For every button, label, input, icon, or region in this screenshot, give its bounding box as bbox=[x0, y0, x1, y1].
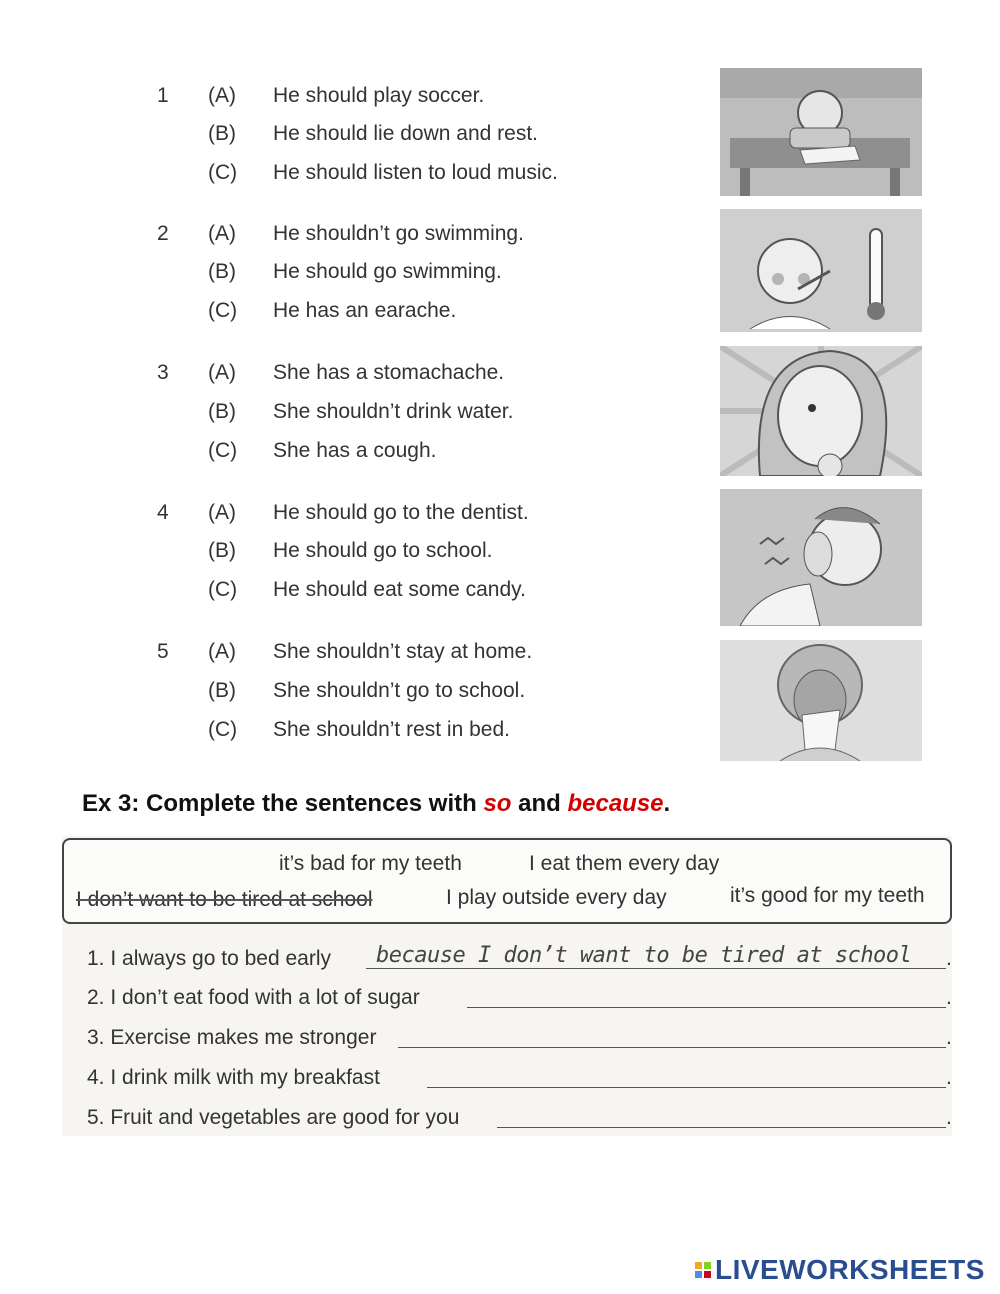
illustration-headache-boy bbox=[720, 68, 922, 196]
sentence-text: I always go to bed early bbox=[110, 947, 331, 970]
option-letter: (B) bbox=[208, 260, 236, 283]
illustration-fever-boy bbox=[720, 209, 922, 332]
option-text: He should lie down and rest. bbox=[273, 122, 538, 145]
liveworksheets-logo bbox=[695, 1255, 985, 1285]
option-text: He should go swimming. bbox=[273, 260, 502, 283]
sentence-3 bbox=[87, 1026, 376, 1050]
option-letter: (A) bbox=[208, 222, 236, 245]
question-number: 5 bbox=[157, 640, 169, 663]
word-bank-item: I play outside every day bbox=[446, 886, 667, 909]
option-text: He shouldn’t go swimming. bbox=[273, 222, 524, 245]
question-number: 4 bbox=[157, 501, 169, 524]
title-prefix: Ex 3: Complete the sentences with bbox=[82, 790, 484, 817]
sentence-number: 3. bbox=[87, 1026, 105, 1049]
illustration-sneezing-girl bbox=[720, 640, 922, 761]
option-letter: (A) bbox=[208, 640, 236, 663]
answer-1[interactable]: because I don’t want to be tired at school bbox=[376, 943, 912, 968]
title-end: . bbox=[663, 790, 671, 817]
question-number: 2 bbox=[157, 222, 169, 245]
option-letter: (A) bbox=[208, 501, 236, 524]
sentence-4 bbox=[87, 1066, 380, 1090]
sentence-1 bbox=[87, 947, 331, 971]
answer-line-3[interactable] bbox=[398, 1047, 946, 1048]
logo-text: LIVEWORKSHEETS bbox=[715, 1254, 985, 1285]
option-letter: (C) bbox=[208, 718, 238, 741]
option-text: He should listen to loud music. bbox=[273, 161, 558, 184]
option-letter: (C) bbox=[208, 299, 238, 322]
option-text: He should go to the dentist. bbox=[273, 501, 529, 524]
answer-line-1[interactable] bbox=[366, 968, 946, 969]
period: . bbox=[946, 1066, 952, 1089]
option-text: She shouldn’t drink water. bbox=[273, 400, 514, 423]
option-letter: (A) bbox=[208, 84, 236, 107]
sentence-text: Fruit and vegetables are good for you bbox=[110, 1106, 460, 1129]
option-letter: (C) bbox=[208, 578, 238, 601]
sentence-text: I don’t eat food with a lot of sugar bbox=[110, 986, 420, 1009]
answer-line-2[interactable] bbox=[467, 1007, 946, 1008]
answer-line-4[interactable] bbox=[427, 1087, 946, 1088]
question-number: 3 bbox=[157, 361, 169, 384]
sentence-2 bbox=[87, 986, 420, 1010]
option-letter: (B) bbox=[208, 679, 236, 702]
sentence-number: 5. bbox=[87, 1106, 105, 1129]
sentence-number: 4. bbox=[87, 1066, 105, 1089]
option-text: He should go to school. bbox=[273, 539, 493, 562]
sentence-text: I drink milk with my breakfast bbox=[110, 1066, 380, 1089]
option-letter: (B) bbox=[208, 539, 236, 562]
question-number: 1 bbox=[157, 84, 169, 107]
logo-grid-icon bbox=[695, 1262, 711, 1278]
keyword-because: because bbox=[567, 790, 664, 817]
option-letter: (B) bbox=[208, 400, 236, 423]
option-letter: (C) bbox=[208, 439, 238, 462]
keyword-so: so bbox=[483, 790, 512, 817]
option-letter: (A) bbox=[208, 361, 236, 384]
option-text: She shouldn’t stay at home. bbox=[273, 640, 533, 663]
option-text: She has a cough. bbox=[273, 439, 437, 462]
word-bank-item: I eat them every day bbox=[529, 852, 720, 875]
illustration-coughing-girl bbox=[720, 346, 922, 476]
word-bank bbox=[62, 838, 952, 924]
word-bank-item: it’s good for my teeth bbox=[730, 884, 925, 907]
option-text: She shouldn’t go to school. bbox=[273, 679, 526, 702]
period: . bbox=[946, 986, 952, 1009]
word-bank-item-used: I don’t want to be tired at school bbox=[76, 888, 373, 911]
option-text: She has a stomachache. bbox=[273, 361, 505, 384]
word-bank-item: it’s bad for my teeth bbox=[279, 852, 462, 875]
period: . bbox=[946, 1106, 952, 1129]
option-text: She shouldn’t rest in bed. bbox=[273, 718, 510, 741]
option-letter: (B) bbox=[208, 122, 236, 145]
illustration-toothache-boy bbox=[720, 489, 922, 626]
option-text: He should eat some candy. bbox=[273, 578, 526, 601]
sentence-number: 2. bbox=[87, 986, 105, 1009]
title-and: and bbox=[511, 790, 568, 817]
sentence-text: Exercise makes me stronger bbox=[110, 1026, 377, 1049]
period: . bbox=[946, 1026, 952, 1049]
sentence-5 bbox=[87, 1106, 459, 1130]
answer-line-5[interactable] bbox=[497, 1127, 946, 1128]
option-text: He should play soccer. bbox=[273, 84, 485, 107]
sentence-number: 1. bbox=[87, 947, 105, 970]
exercise-3-title bbox=[82, 790, 670, 818]
option-text: He has an earache. bbox=[273, 299, 457, 322]
period: . bbox=[946, 947, 952, 970]
option-letter: (C) bbox=[208, 161, 238, 184]
